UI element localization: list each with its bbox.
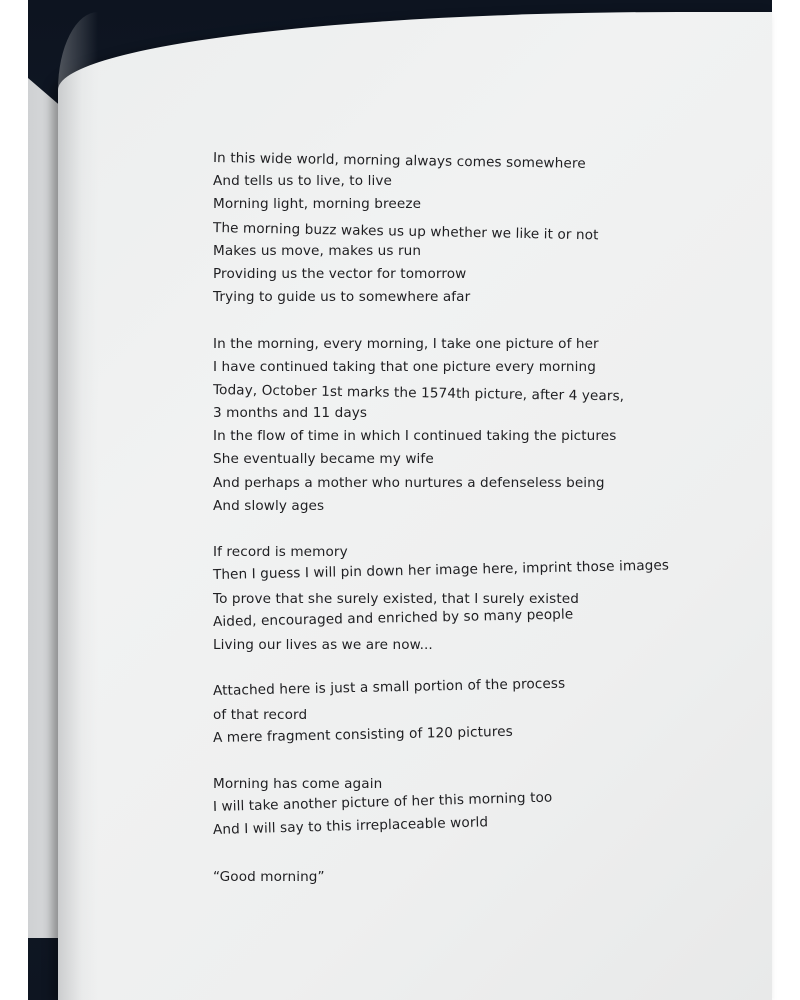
poem-line: And tells us to live, to live bbox=[213, 173, 392, 190]
poem-line: The morning buzz wakes us up whether we like it or not bbox=[212, 219, 599, 243]
stanza bbox=[213, 333, 673, 519]
poem-line: of that record bbox=[213, 706, 308, 723]
poem-line: I have continued taking that one picture every morning bbox=[213, 358, 596, 375]
poem-line: Attached here is just a small portion of the process bbox=[212, 675, 566, 700]
poem-text bbox=[213, 147, 673, 889]
poem-line: In this wide world, morning always comes somewhere bbox=[212, 150, 586, 172]
poem-line: Morning light, morning breeze bbox=[213, 196, 422, 213]
poem-line: In the flow of time in which I continued taking the pictures bbox=[213, 428, 617, 445]
poem-line: Aided, encouraged and enriched by so many people bbox=[212, 606, 574, 630]
poem-line: Makes us move, makes us run bbox=[213, 242, 422, 259]
poem-line: A mere fragment consisting of 120 pictures bbox=[212, 723, 513, 746]
poem-line: Morning has come again bbox=[213, 776, 383, 793]
stanza bbox=[213, 541, 673, 657]
stanza bbox=[213, 866, 673, 889]
stanza-gap bbox=[213, 750, 673, 773]
poem-line: She eventually became my wife bbox=[213, 451, 434, 468]
poem-line: If record is memory bbox=[213, 544, 348, 561]
poem-line: Providing us the vector for tomorrow bbox=[213, 265, 467, 282]
poem-line: Living our lives as we are now... bbox=[213, 636, 433, 653]
stanza bbox=[213, 773, 673, 843]
stanza-gap bbox=[213, 843, 673, 866]
poem-line: Trying to guide us to somewhere afar bbox=[213, 289, 471, 306]
poem-line: And I will say to this irreplaceable world bbox=[212, 814, 489, 839]
stanza-gap bbox=[213, 309, 673, 332]
stanza bbox=[213, 147, 673, 309]
stanza bbox=[212, 675, 673, 750]
poem-line: In the morning, every morning, I take one picture of her bbox=[213, 335, 599, 352]
poem-line: 3 months and 11 days bbox=[213, 405, 368, 422]
poem-line: I will take another picture of her this morning too bbox=[212, 789, 553, 816]
poem-line: And perhaps a mother who nurtures a defenseless being bbox=[213, 474, 605, 491]
poem-line: And slowly ages bbox=[213, 497, 325, 514]
poem-line: To prove that she surely existed, that I surely existed bbox=[213, 590, 579, 607]
poem-line: Today, October 1st marks the 1574th picture, after 4 years, bbox=[212, 381, 625, 405]
stanza-gap bbox=[213, 518, 673, 541]
poem-line: “Good morning” bbox=[213, 868, 325, 885]
poem-line: Then I guess I will pin down her image here, imprint those images bbox=[212, 557, 670, 584]
